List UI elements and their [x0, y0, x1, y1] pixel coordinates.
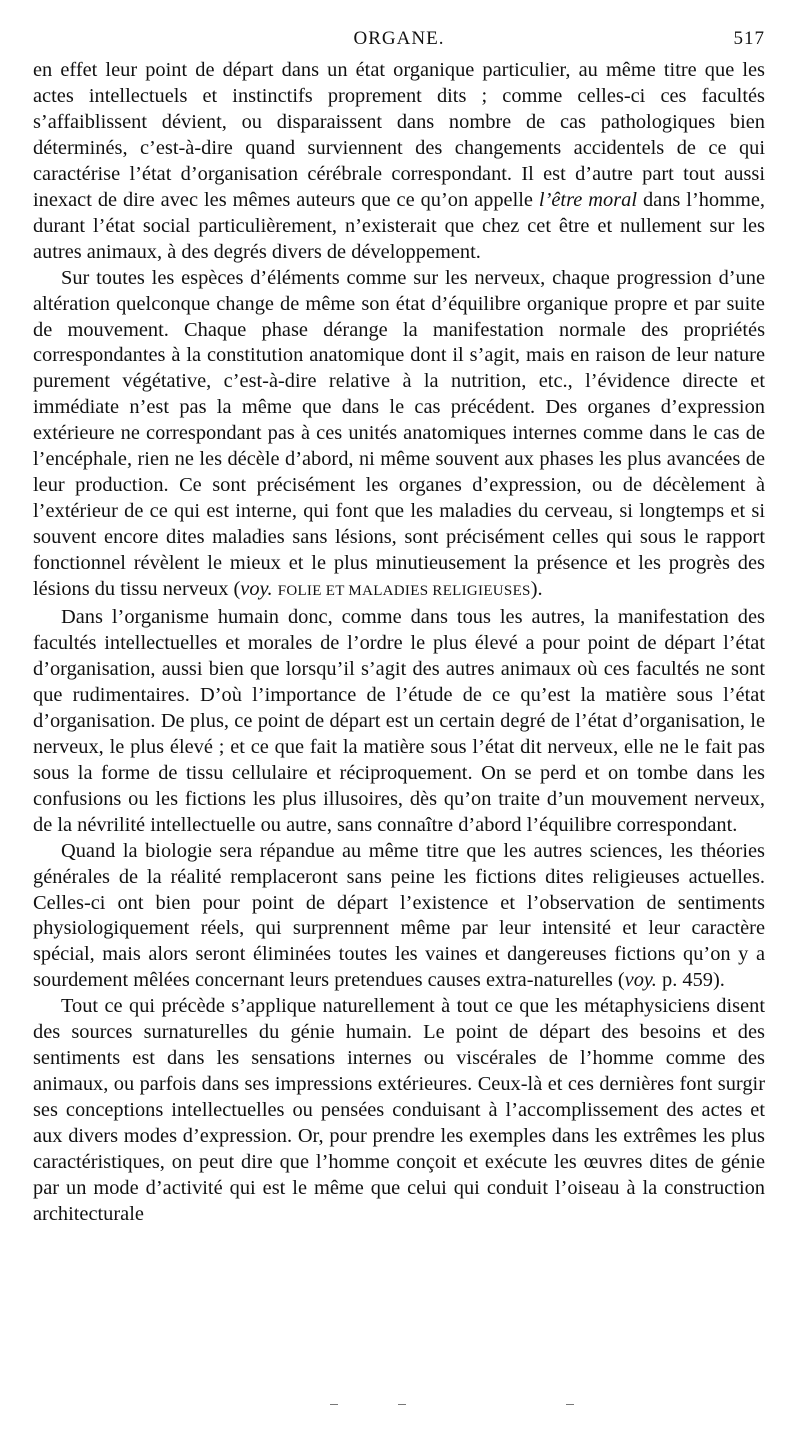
text-run: Dans l’organisme humain donc, comme dans tous les autres, la manifestation des facultés intellectuelles et morales de l’ordre le plus élevé a pour point de départ l’état d’organisation, aussi bien que lorsqu’il s’agit des autres animaux où ces facultés ne sont que rudimentaires. D’où l’importance de l’étude de ce qu’est la matière sous l’état d’organisation. De plus, ce point de départ est un certain degré de l’état d’organisation, le nerveux, le plus élevé ; et ce que fait la matière sous l’état dit nerveux, elle ne le fait pas sous la forme de tissu cellulaire et réciproquement. On se perd et on tombe dans les confusions ou les fictions les plus illusoires, dès qu’on traite d’un mouvement nerveux, de la névrilité intellectuelle ou autre, sans connaître d’abord l’équilibre correspondant. [33, 606, 765, 836]
paragraph [33, 58, 765, 266]
printer-mark [398, 1404, 406, 1405]
printer-mark [566, 1404, 574, 1405]
body-text [33, 58, 765, 1228]
text-run: ). [530, 578, 543, 601]
text-run: dans l’homme, durant l’état social particulièrement, n’existerait que chez cet être et nullement sur les autres animaux, à des degrés divers de développement. [33, 188, 765, 263]
page-foot-marks [0, 1404, 800, 1414]
small-caps-reference: FOLIE ET MALADIES RELIGIEUSES [277, 583, 531, 600]
italic-text: l’être moral [538, 188, 637, 211]
text-run: Sur toutes les espèces d’éléments comme sur les nerveux, chaque progression d’une altération quelconque change de même son état d’équilibre organique propre et par suite de mouvement. Chaque phase dérange la manifestation normale des propriétés correspondantes à la constitution anatomique dont il s’agit, mais en raison de leur nature purement végétative, c’est-à-dire relative à la nutrition, etc., l’évidence directe et immédiate n’est pas la même que dans le cas précédent. Des organes d’expression extérieure ne correspondant pas à ces unités anatomiques internes comme dans le cas de l’encéphale, rien ne les décèle d’abord, ni même souvent aux phases les plus avancées de leur production. Ce sont précisément les organes d’expression, ou de décèlement à l’extérieur de ce qui est interne, qui font que les maladies du cerveau, si longtemps et si souvent encore dites maladies sans lésions, sont précisément celles qui sous le rapport fonctionnel révèlent le mieux et le plus minutieusement la présence et les progrès des lésions du tissu nerveux ( [33, 266, 765, 601]
page-number: 517 [733, 28, 765, 49]
paragraph [33, 605, 765, 839]
page-title: ORGANE. [353, 28, 445, 49]
running-head [33, 28, 765, 58]
paragraph [33, 266, 765, 605]
italic-text: voy. [624, 969, 657, 992]
text-run: Quand la biologie sera répandue au même titre que les autres sciences, les théories générales de la réalité remplaceront sans peine les fictions dites religieuses actuelles. Celles-ci ont bien pour point de départ l’existence et l’observation de sentiments physiologiquement réels, qui surprennent même par leur intensité et leur caractère spécial, mais alors seront éliminées toutes les vaines et dangereuses fictions qu’on y a sourdement mêlées concernant leurs pretendues causes extra-naturelles ( [33, 839, 765, 992]
paragraph [33, 839, 765, 995]
text-run: p. 459). [656, 969, 725, 992]
book-page [33, 28, 765, 1228]
text-run: Tout ce qui précède s’applique naturellement à tout ce que les métaphysiciens disent des sources surnaturelles du génie humain. Le point de départ des besoins et des sentiments est dans les sensations internes ou viscérales de l’homme comme des animaux, ou parfois dans ses impressions extérieures. Ceux-là et ces dernières font surgir ses conceptions intellectuelles ou pensées conduisant à l’accomplissement des actes et aux divers modes d’expression. Or, pour prendre les exemples dans les extrêmes les plus caractéristiques, on peut dire que l’homme conçoit et exécute les œuvres dites de génie par un mode d’activité qui est le même que celui qui conduit l’oiseau à la construction architecturale [33, 995, 765, 1225]
paragraph [33, 994, 765, 1228]
italic-text: voy. [240, 578, 273, 601]
text-run: en effet leur point de départ dans un état organique particulier, au même titre que les actes intellectuels et instinctifs proprement dits ; comme celles-ci ces facultés s’affaiblissent dévient, ou disparaissent dans nombre de cas pathologiques bien déterminés, c’est-à-dire quand surviennent des changements accidentels de ce qui caractérise l’état d’organisation cérébrale correspondant. Il est d’autre part tout aussi inexact de dire avec les mêmes auteurs que ce qu’on appelle [33, 59, 765, 211]
printer-mark [330, 1404, 338, 1405]
